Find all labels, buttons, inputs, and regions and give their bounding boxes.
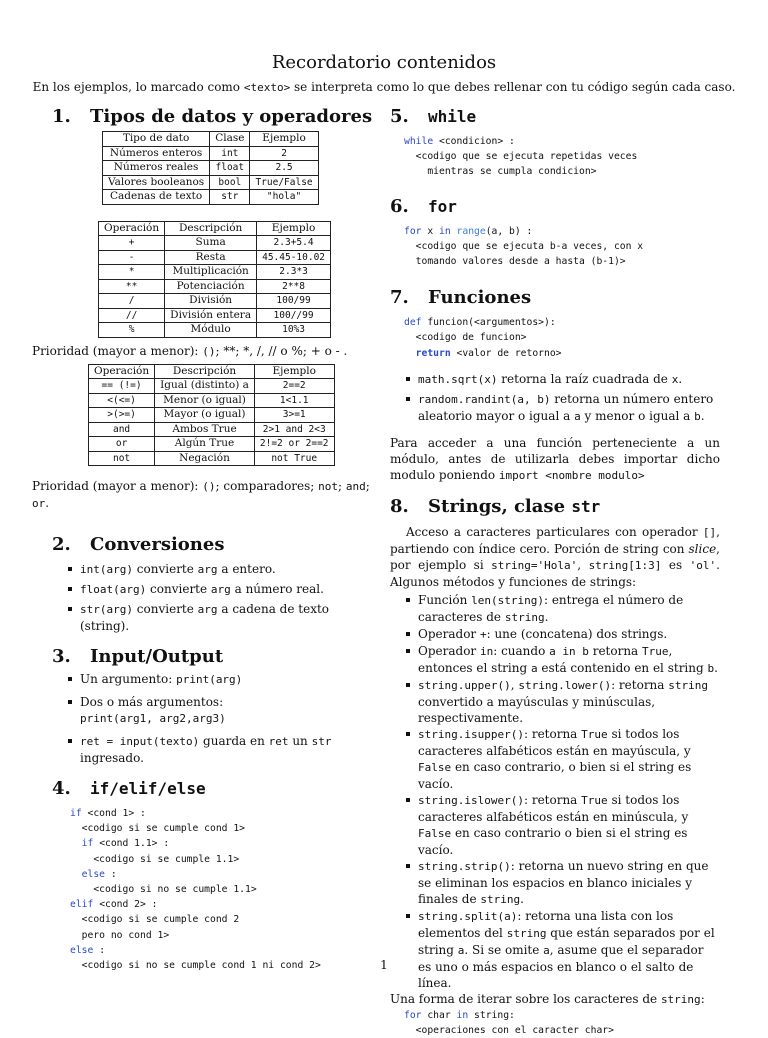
table-row: and Ambos True 2>1 and 2<3: [89, 422, 335, 437]
list-item: Operador in: cuando a in b retorna True, entonces el string a está contenido en el string b.: [406, 643, 720, 677]
table-row: + Suma 2.3+5.4: [99, 236, 331, 251]
list-item: string.split(a): retorna una lista con los elementos del string que están separados por el string a. Si se omite a, asume que el separador es uno o más espacios en blanco o el salto de línea.: [406, 908, 720, 991]
string-methods-list: [390, 592, 720, 991]
list-item: string.upper(), string.lower(): retorna string convertido a mayúsculas y minúsculas, respectivamente.: [406, 677, 720, 726]
list-item: int(arg) convierte arg a entero.: [68, 561, 378, 578]
section-2-heading: 2. Conversiones: [52, 534, 225, 555]
section-3-heading: 3. Input/Output: [52, 646, 224, 667]
list-item: random.randint(a, b) retorna un número entero aleatorio mayor o igual a a y menor o igual a b.: [406, 391, 720, 425]
list-item: string.strip(): retorna un nuevo string en que se eliminan los espacios en blanco iniciales y finales de string.: [406, 858, 720, 908]
table-row: Valores booleanos bool True/False: [103, 175, 319, 190]
while-code: while <condicion> : <codigo que se ejecuta repetidas veces mientras se cumpla condicion>: [404, 136, 638, 178]
table-row: / División 100/99: [99, 294, 331, 309]
conversions-list: [52, 561, 378, 634]
section-6-heading: 6. for: [390, 195, 457, 217]
table-row: ** Potenciación 2**8: [99, 279, 331, 294]
string-iteration-code: for char in string: <operaciones con el caracter char>: [404, 1009, 614, 1037]
left-column: [32, 104, 378, 973]
math-functions-list: [390, 371, 720, 425]
table-row: <(<=) Menor (o igual) 1<1.1: [89, 393, 335, 408]
for-code: for x in range(a, b) : <codigo que se ejecuta b-a veces, con x tomando valores desde a hasta (b-1)>: [404, 225, 644, 268]
list-item: string.islower(): retorna True si todos los caracteres alfabéticos están en minúscula, y False en caso contrario o bien si el string es vacío.: [406, 792, 720, 858]
intro-text: En los ejemplos, lo marcado como <texto> se interpreta como lo que debes rellenar con tu código según cada caso.: [32, 80, 736, 94]
list-item: Operador +: une (concatena) dos strings.: [406, 626, 720, 643]
list-item: str(arg) convierte arg a cadena de texto (string).: [68, 601, 378, 634]
section-5-heading: 5. while: [390, 106, 477, 127]
table-row: >(>=) Mayor (o igual) 3>=1: [89, 408, 335, 423]
table-header-row: Tipo de dato Clase Ejemplo: [103, 132, 319, 147]
string-iteration-note: Una forma de iterar sobre los caracteres de string:: [390, 991, 705, 1006]
operator-priority-note: Prioridad (mayor a menor): (); **; *, /, // o %; + o - .: [32, 343, 348, 358]
section-1-heading: 1. Tipos de datos y operadores: [52, 106, 373, 127]
table-row: Números reales float 2.5: [103, 161, 319, 176]
table-row: not Negación not True: [89, 451, 335, 466]
table-header-row: Operación Descripción Ejemplo: [89, 364, 335, 379]
strings-intro: Acceso a caracteres particulares con operador [], partiendo con índice cero. Porción de string con slice, por ejemplo si string='Hola', string[1:3] es 'ol'. Algunos métodos y funciones de strings:: [390, 524, 720, 589]
table-header-row: Operación Descripción Ejemplo: [99, 221, 331, 236]
list-item: ret = input(texto) guarda en ret un str ingresado.: [68, 733, 378, 766]
list-item: float(arg) convierte arg a número real.: [68, 581, 378, 598]
table-row: == (!=) Igual (distinto) a 2==2: [89, 379, 335, 394]
list-item: math.sqrt(x) retorna la raíz cuadrada de x.: [406, 371, 720, 388]
operators-table: [98, 221, 331, 338]
table-row: Cadenas de texto str "hola": [103, 190, 319, 205]
section-7-heading: 7. Funciones: [390, 287, 532, 309]
comparison-table: [88, 364, 335, 467]
table-row: - Resta 45.45-10.02: [99, 250, 331, 265]
right-column: [390, 104, 720, 1038]
io-list: [52, 671, 378, 766]
table-row: or Algún True 2!=2 or 2==2: [89, 437, 335, 452]
section-8-heading: 8. Strings, clase str: [390, 495, 601, 517]
list-item: string.isupper(): retorna True si todos los caracteres alfabéticos están en mayúscula, y False en caso contrario, o bien si el string es vacío.: [406, 726, 720, 792]
page-number: 1: [380, 958, 388, 972]
list-item: Función len(string): entrega el número de caracteres de string.: [406, 592, 720, 626]
table-row: // División entera 100//99: [99, 308, 331, 323]
data-types-table: [102, 131, 319, 205]
logic-priority-note: Prioridad (mayor a menor): (); comparadores; not; and; or.: [32, 479, 370, 510]
table-row: Números enteros int 2: [103, 146, 319, 161]
list-item: Un argumento: print(arg): [68, 671, 378, 688]
page-title: Recordatorio contenidos: [271, 52, 497, 73]
if-elif-else-code: if <cond 1> : <codigo si se cumple cond 1> if <cond 1.1> : <codigo si se cumple 1.1> else : <codigo si no se cumple 1.1> elif <cond 2> : <codigo si se cumple cond 2 pero no cond 1> else : <codigo si no se cumple cond 1 ni cond 2>: [70, 808, 321, 972]
table-row: * Multiplicación 2.3*3: [99, 265, 331, 280]
table-row: % Módulo 10%3: [99, 323, 331, 338]
function-code: def funcion(<argumentos>): <codigo de funcion> return <valor de retorno>: [404, 317, 562, 359]
section-4-heading: 4. if/elif/else: [52, 778, 206, 799]
module-import-note: Para acceder a una función perteneciente a un módulo, antes de utilizarla debes importar dicho modulo poniendo import <nombre modulo>: [390, 435, 720, 482]
list-item: Dos o más argumentos: print(arg1, arg2,arg3): [68, 694, 378, 727]
